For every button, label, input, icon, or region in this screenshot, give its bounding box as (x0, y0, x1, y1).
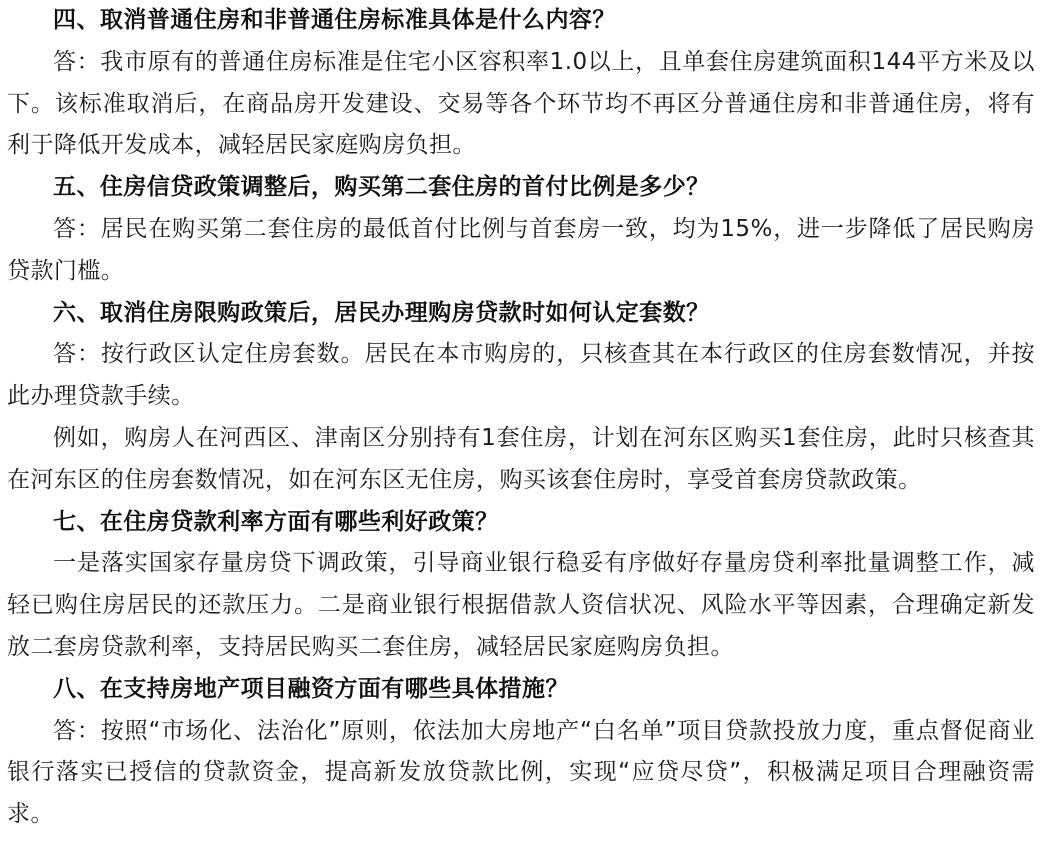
answer-paragraph: 答：按行政区认定住房套数。居民在本市购房的，只核查其在本行政区的住房套数情况，并按此办理贷款手续。 (7, 341, 1035, 410)
question-heading: 八、在支持房地产项目融资方面有哪些具体措施？ (53, 675, 569, 702)
answer-paragraph: 答：按照“市场化、法治化”原则，依法加大房地产“白名单”项目贷款投放力度，重点督促商业银行落实已授信的贷款资金，提高新发放贷款比例，实现“应贷尽贷”，积极满足项目合理融资需求。 (7, 717, 1035, 828)
answer-paragraph: 答：居民在购买第二套住房的最低首付比例与首套房一致，均为15%，进一步降低了居民购房贷款门槛。 (7, 215, 1035, 284)
question-heading: 五、住房信贷政策调整后，购买第二套住房的首付比例是多少？ (53, 174, 710, 201)
example-paragraph: 例如，购房人在河西区、津南区分别持有1套住房，计划在河东区购买1套住房，此时只核查其在河东区的住房套数情况，如在河东区无住房，购买该套住房时，享受首套房贷款政策。 (7, 424, 1035, 493)
question-heading: 六、取消住房限购政策后，居民办理购房贷款时如何认定套数？ (53, 299, 710, 326)
answer-paragraph: 一是落实国家存量房贷下调政策，引导商业银行稳妥有序做好存量房贷利率批量调整工作，减轻已购住房居民的还款压力。二是商业银行根据借款人资信状况、风险水平等因素，合理确定新发放二套房贷款利率，支持居民购买二套住房，减轻居民家庭购房负担。 (7, 550, 1035, 660)
question-heading: 四、取消普通住房和非普通住房标准具体是什么内容？ (53, 7, 616, 33)
article-body (7, 0, 1035, 836)
question-heading: 七、在住房贷款利率方面有哪些利好政策？ (53, 508, 499, 535)
answer-paragraph: 答：我市原有的普通住房标准是住宅小区容积率1.0以上，且单套住房建筑面积144平方米及以下。该标准取消后，在商品房开发建设、交易等各个环节均不再区分普通住房和非普通住房，将有利于降低开发成本，减轻居民家庭购房负担。 (7, 48, 1035, 159)
